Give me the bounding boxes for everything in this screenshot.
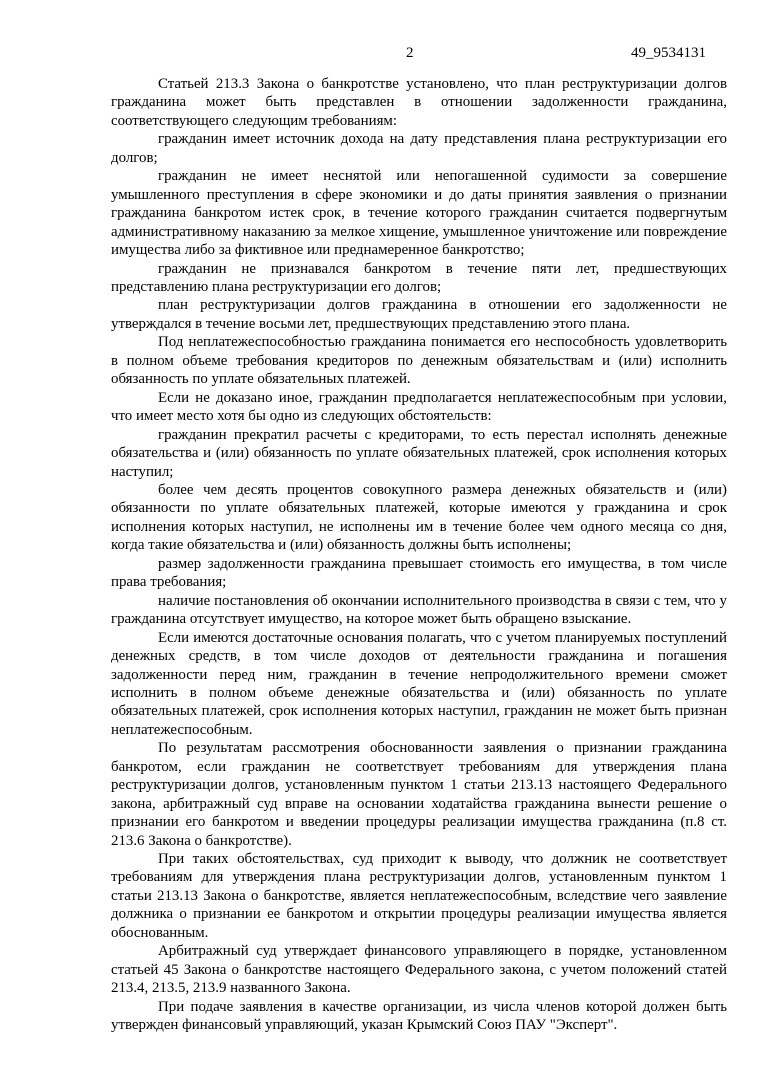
document-id: 49_9534131 — [631, 45, 706, 61]
paragraph: При подаче заявления в качестве организации, из числа членов которой должен быть утвержден финансовый управляющий, указан Крымский Союз ПАУ "Эксперт". — [111, 998, 727, 1034]
paragraph: Если имеются достаточные основания полагать, что с учетом планируемых поступлений денежных средств, в том числе доходов от деятельности гражданина и погашения задолженности перед ним, гражданин в течение непродолжительного времени сможет исполнить в полном объеме денежные обязательства и (или) обязанность по уплате обязательных платежей, срок исполнения которых наступил, гражданин не может быть признан неплатежеспособным. — [111, 629, 727, 738]
paragraph: гражданин не признавался банкротом в течение пяти лет, предшествующих представлению плана реструктуризации его долгов; — [111, 260, 727, 295]
paragraph: При таких обстоятельствах, суд приходит к выводу, что должник не соответствует требованиям для утверждения плана реструктуризации долгов, установленным пунктом 1 статьи 213.13 Закона о банкротстве, является неплатежеспособным, вследствие чего заявление должника о признании ее банкротом и открытии процедуры реализации имущества является обоснованным. — [111, 851, 727, 941]
paragraph: гражданин не имеет неснятой или непогашенной судимости за совершение умышленного преступления в сфере экономики и до даты принятия заявления о признании гражданина банкротом истек срок, в течение которого гражданин считается подвергнутым административному наказанию за мелкое хищение, умышленное уничтожение или повреждение имущества либо за фиктивное или преднамеренное банкротство; — [111, 168, 727, 259]
paragraph: Если не доказано иное, гражданин предполагается неплатежеспособным при условии, что имеет место хотя бы одно из следующих обстоятельств: — [111, 389, 727, 425]
page-number: 2 — [406, 45, 414, 61]
document-body — [111, 75, 727, 1035]
paragraph: размер задолженности гражданина превышает стоимость его имущества, в том числе права требования; — [111, 555, 727, 591]
paragraph: гражданин имеет источник дохода на дату представления плана реструктуризации его долгов; — [111, 131, 727, 166]
paragraph: Под неплатежеспособностью гражданина понимается его неспособность удовлетворить в полном объеме требования кредиторов по денежным обязательствам и (или) исполнить обязанность по уплате обязательных платежей. — [111, 334, 727, 388]
paragraph: гражданин прекратил расчеты с кредиторами, то есть перестал исполнять денежные обязательства и (или) обязанность по уплате обязательных платежей, срок исполнения которых наступил; — [111, 426, 727, 480]
paragraph: По результатам рассмотрения обоснованности заявления о признании гражданина банкротом, если гражданин не соответствует требованиям для утверждения плана реструктуризации долгов, установленным пунктом 1 статьи 213.13 настоящего Федерального закона, арбитражный суд вправе на основании ходатайства гражданина вынести решение о признании его банкротом и введении процедуры реализации имущества гражданина (п.8 ст. 213.6 Закона о банкротстве). — [111, 740, 727, 849]
paragraph: план реструктуризации долгов гражданина в отношении его задолженности не утверждался в течение восьми лет, предшествующих представлению этого плана. — [111, 297, 727, 332]
paragraph: Статьей 213.3 Закона о банкротстве установлено, что план реструктуризации долгов гражданина может быть представлен в отношении задолженности гражданина, соответствующего следующим требованиям: — [111, 76, 727, 129]
paragraph: Арбитражный суд утверждает финансового управляющего в порядке, установленном статьей 45 Закона о банкротстве настоящего Федерального закона, с учетом положений статей 213.4, 213.5, 213.9 названного Закона. — [111, 943, 727, 997]
paragraph: более чем десять процентов совокупного размера денежных обязательств и (или) обязанности по уплате обязательных платежей, которые имеются у гражданина и срок исполнения которых наступил, не исполнены им в течение более чем одного месяца со дня, когда такие обязательства и (или) обязанность должны быть исполнены; — [111, 481, 727, 554]
paragraph: наличие постановления об окончании исполнительного производства в связи с тем, что у гражданина отсутствует имущество, на которое может быть обращено взыскание. — [111, 592, 727, 628]
